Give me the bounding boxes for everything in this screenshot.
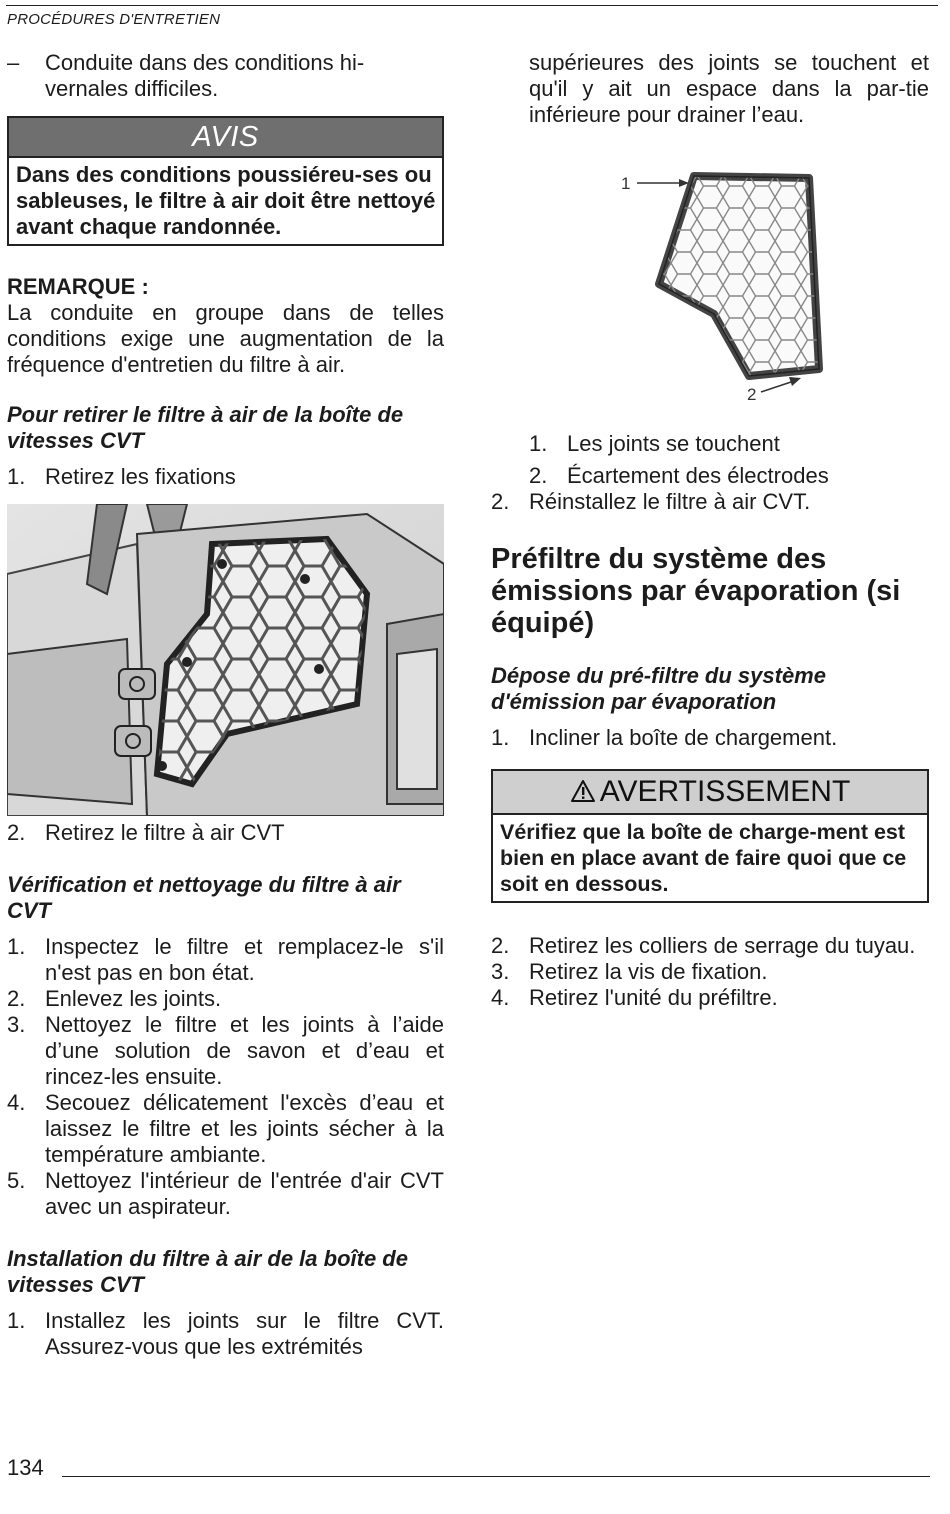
seal-diagram (619, 164, 829, 409)
list-item: 1. Les joints se touchent (529, 431, 780, 456)
list-item: 4. Retirez l'unité du préfiltre. (491, 985, 778, 1010)
list-item: 1. Retirez les fixations (7, 464, 444, 490)
running-header: PROCÉDURES D'ENTRETIEN (7, 11, 221, 28)
list-item: 2. Écartement des électrodes (529, 463, 829, 488)
warning-title-bar (493, 771, 927, 815)
avis-title: AVIS (9, 118, 442, 158)
step-remove-fasteners: Retirez les fixations (45, 464, 236, 489)
dash-list-item (7, 50, 444, 102)
list-item: 2. Retirez les colliers de serrage du tuyau. (491, 933, 916, 958)
sub-steps-list (491, 431, 929, 489)
warning-triangle-icon (570, 779, 596, 803)
heading-install-filter: Installation du filtre à air de la boîte de vitesses CVT (7, 1246, 408, 1297)
callout-2: 2 (747, 385, 757, 404)
step-install-seals: Installez les joints sur le filtre CVT. Assurez-vous que les extrémités (45, 1308, 444, 1359)
header-rule (6, 5, 938, 6)
dash-item-text: Conduite dans des conditions hi-vernales difficiles. (45, 50, 365, 101)
step-reinstall-filter: Réinstallez le filtre à air CVT. (529, 489, 811, 514)
list-item: 1. Inspectez le filtre et remplacez-le s'il n'est pas en bon état. (7, 934, 444, 985)
cvt-filter-photo (7, 504, 444, 816)
page-number: 134 (7, 1455, 44, 1480)
footer-rule (62, 1476, 930, 1477)
list-item: 1. Incliner la boîte de chargement. (491, 725, 929, 751)
list-item: 3. Retirez la vis de fixation. (491, 959, 768, 984)
heading-check-clean: Vérification et nettoyage du filtre à air CVT (7, 872, 401, 923)
check-steps-list (7, 934, 444, 1220)
dash-marker: – (7, 50, 20, 75)
list-item: 4. Secouez délicatement l'excès d’eau et laissez le filtre et les joints sécher à la température ambiante. (7, 1090, 444, 1167)
avis-notice-box (7, 116, 444, 246)
warning-title: AVERTISSEMENT (599, 775, 851, 808)
warning-box (491, 769, 929, 903)
continuation-item (491, 50, 929, 128)
callout-1: 1 (621, 174, 631, 193)
list-item: 2. Retirez le filtre à air CVT (7, 820, 444, 846)
list-item: 5. Nettoyez l'intérieur de l'entrée d'air CVT avec un aspirateur. (7, 1168, 444, 1219)
list-item: 2. Réinstallez le filtre à air CVT. (491, 489, 929, 515)
warning-body: Vérifiez que la boîte de charge-ment est bien en place avant de faire quoi que ce soit en dessous. (500, 820, 907, 896)
heading-remove-filter: Pour retirer le filtre à air de la boîte de vitesses CVT (7, 402, 404, 453)
evap-steps-list (491, 933, 929, 1011)
section-heading-evap: Préfiltre du système des émissions par évaporation (si équipé) (491, 543, 901, 639)
continuation-text: supérieures des joints se touchent et qu'il y ait un espace dans la par-tie inférieure pour drainer l’eau. (529, 50, 929, 127)
list-item: 3. Nettoyez le filtre et les joints à l’aide d’une solution de savon et d’eau et rincez-les ensuite. (7, 1012, 444, 1089)
avis-body: Dans des conditions poussiéreu-ses ou sableuses, le filtre à air doit être nettoyé avant chaque randonnée. (16, 162, 436, 239)
subheading-evap-removal: Dépose du pré-filtre du système d'émission par évaporation (491, 663, 826, 714)
left-column (7, 50, 444, 1360)
remarque-text: La conduite en groupe dans de telles conditions exige une augmentation de la fréquence d'entretien du filtre à air. (7, 300, 444, 377)
list-item: 2. Enlevez les joints. (7, 986, 222, 1011)
right-column (491, 50, 929, 1011)
remarque-label: REMARQUE : (7, 274, 149, 299)
step-remove-cvt-filter: Retirez le filtre à air CVT (45, 820, 285, 845)
step-tilt-cargo-box: Incliner la boîte de chargement. (529, 725, 838, 750)
list-item: 1. Installez les joints sur le filtre CVT. Assurez-vous que les extrémités (7, 1308, 444, 1359)
